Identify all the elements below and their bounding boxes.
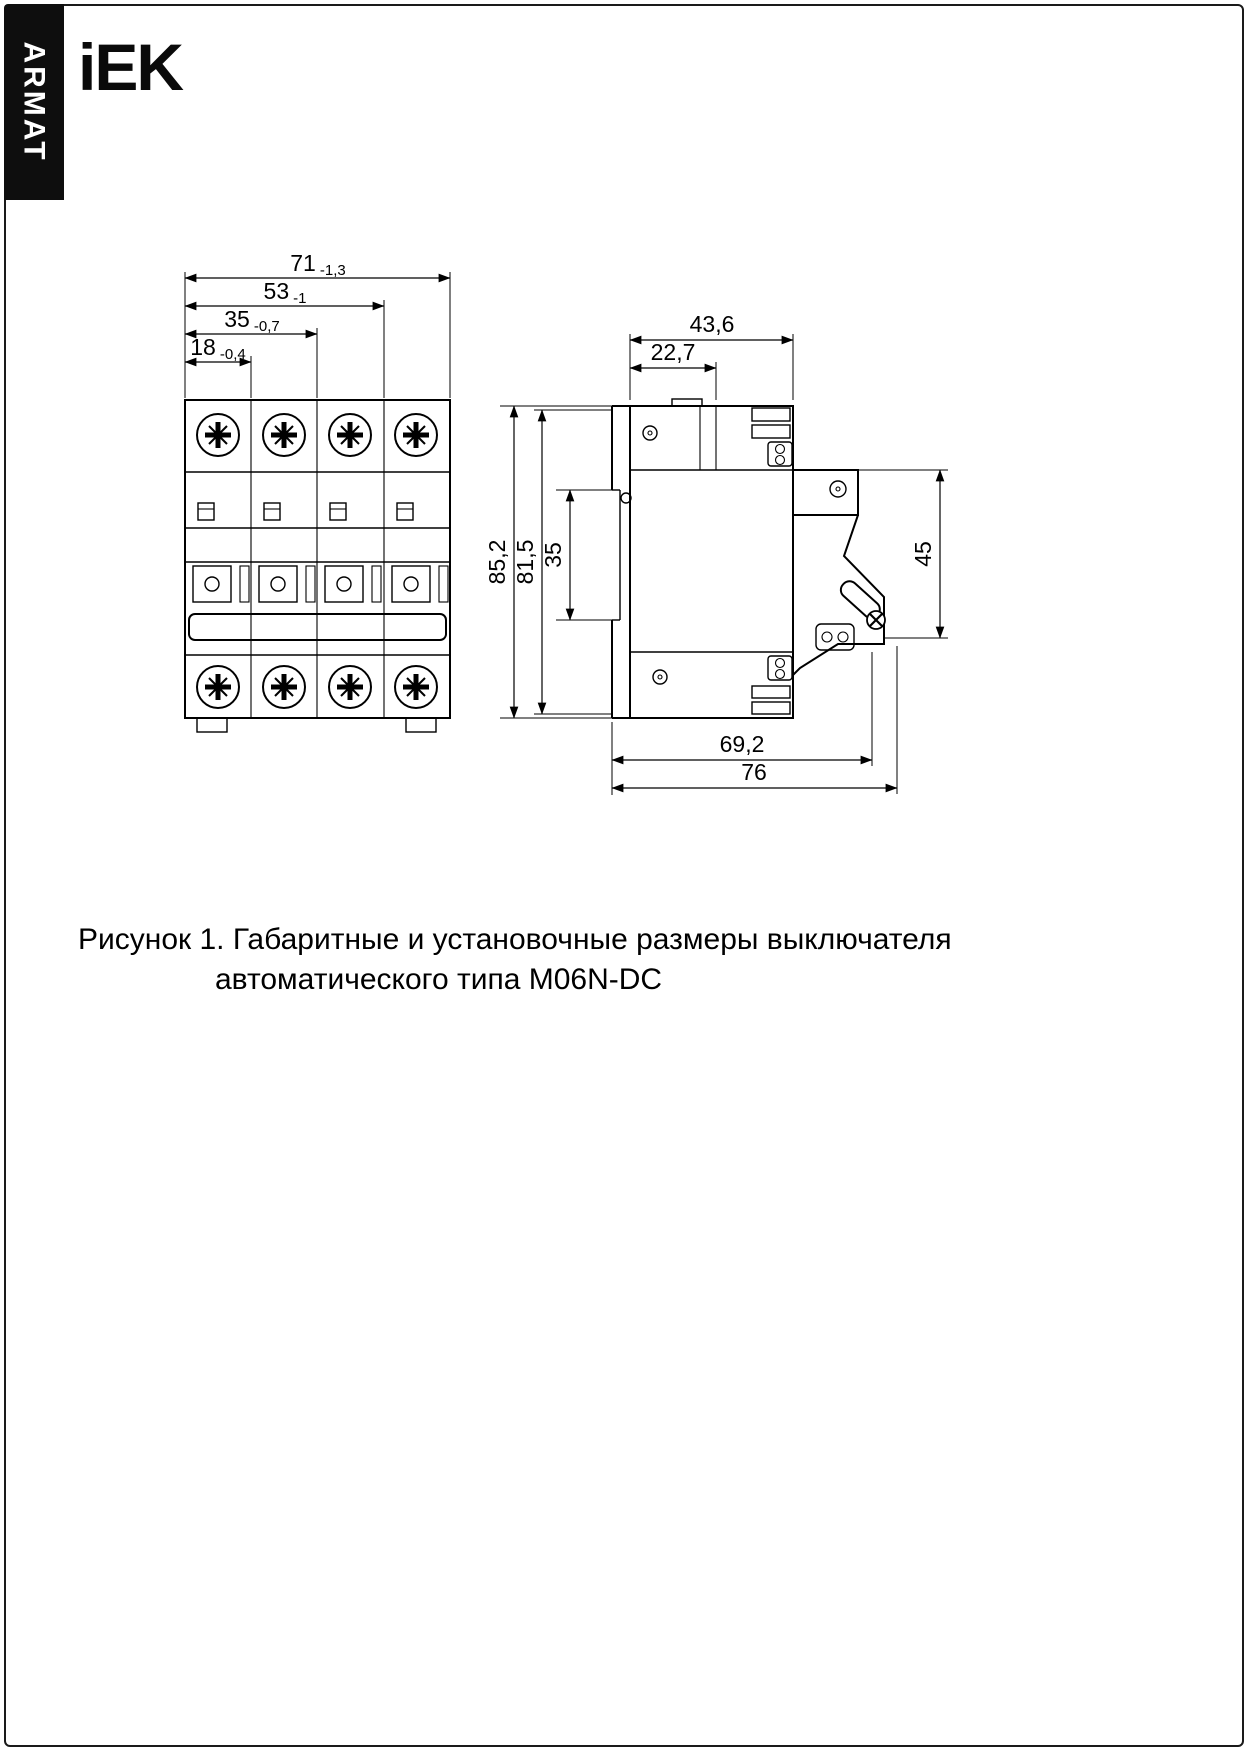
dim-label-71: 71 -1,3: [290, 250, 346, 279]
terminal-screw-icon: [395, 666, 437, 708]
terminal-screw-icon: [197, 666, 239, 708]
terminal-screw-icon: [197, 414, 239, 456]
dim-label-81-5: 81,5: [512, 539, 538, 585]
side-view: [484, 311, 948, 795]
dim-label-35-rail: 35: [540, 542, 566, 568]
indicator-windows: [193, 566, 448, 602]
technical-drawing: [0, 0, 1248, 860]
dim-label-22-7: 22,7: [650, 339, 696, 365]
iek-logo: iEK: [78, 30, 183, 104]
dim-label-85-2: 85,2: [484, 539, 510, 585]
terminal-screw-icon: [867, 611, 885, 629]
figure-caption-line1: Рисунок 1. Габаритные и установочные размеры выключателя: [78, 923, 952, 956]
side-extension-lines: [500, 334, 948, 795]
dim-label-69-2: 69,2: [719, 731, 765, 757]
terminal-screw-icon: [329, 666, 371, 708]
terminal-screw-icon: [395, 414, 437, 456]
dim-label-53: 53 -1: [263, 278, 307, 307]
dim-label-45: 45: [910, 541, 936, 567]
terminal-screw-icon: [329, 414, 371, 456]
terminal-screw-icon: [263, 414, 305, 456]
dim-label-35: 35 -0,7: [224, 306, 280, 335]
din-rail-mount: [612, 406, 631, 718]
side-dimension-lines: [514, 340, 940, 788]
figure-caption-line2: автоматического типа M06N-DC: [215, 963, 663, 996]
top-terminal-clamp: [752, 408, 792, 466]
toggle-tabs: [198, 503, 413, 520]
terminal-screw-icon: [263, 666, 305, 708]
upper-terminal-block: [793, 470, 858, 515]
dim-label-76: 76: [741, 759, 767, 785]
armat-series-label: ARMAT: [18, 41, 51, 163]
dim-label-43-6: 43,6: [689, 311, 735, 337]
bottom-terminal-clamp: [752, 656, 792, 714]
dim-label-18: 18 -0,4: [190, 334, 246, 363]
front-face-profile: [793, 515, 884, 675]
front-view: [185, 250, 450, 732]
front-extension-lines: [185, 272, 450, 398]
